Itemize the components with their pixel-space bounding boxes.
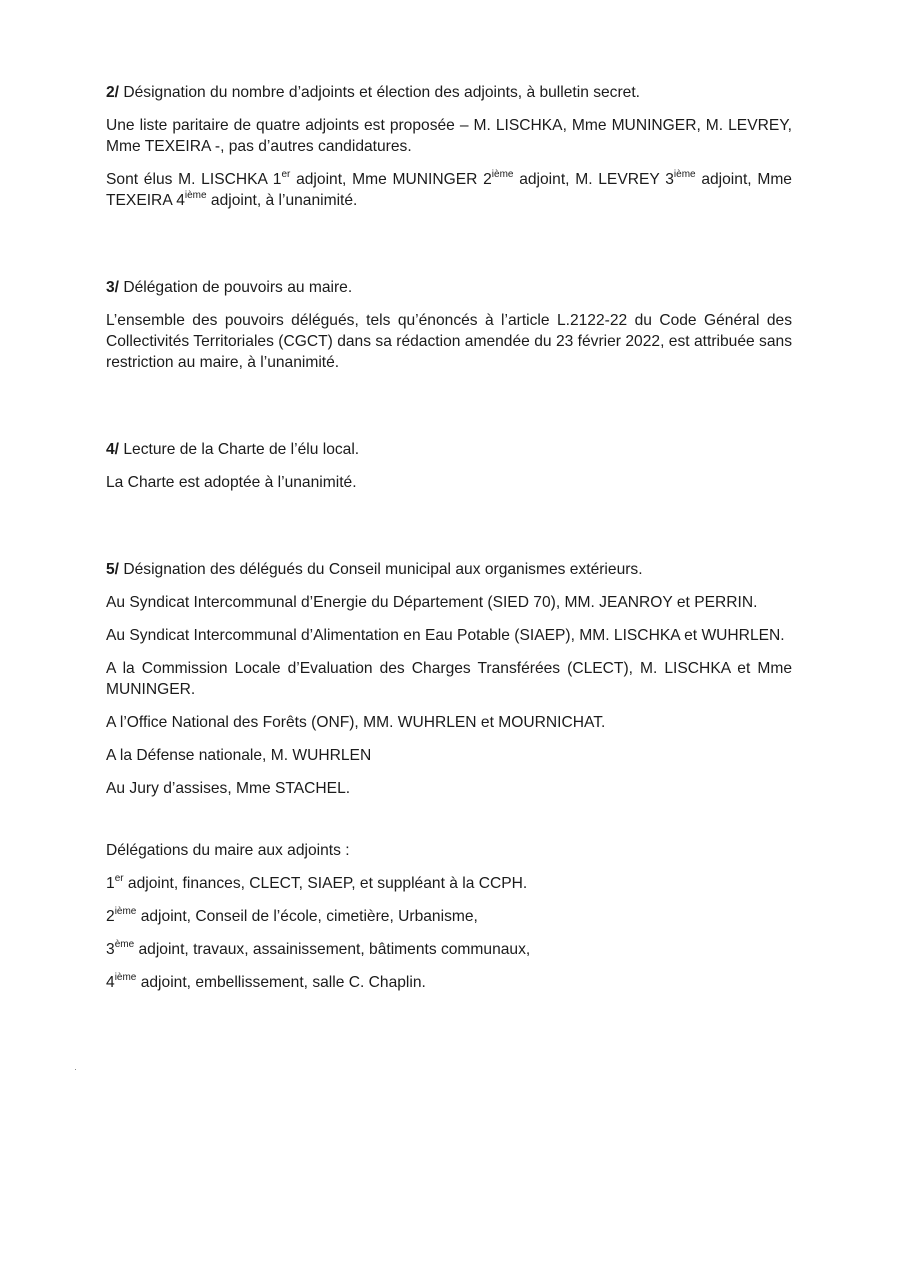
section-4-number: 4/ <box>106 441 120 458</box>
delegation-text: adjoint, travaux, assainissement, bâtiments communaux, <box>134 941 531 958</box>
superscript: ième <box>491 168 514 180</box>
delegation-item-3 <box>106 939 792 960</box>
delegation-item-1 <box>106 873 792 894</box>
superscript: ème <box>114 938 135 950</box>
superscript: ième <box>114 971 137 983</box>
delegate-item-2: Au Syndicat Intercommunal d’Alimentation en Eau Potable (SIAEP), MM. LISCHKA et WUHRLEN. <box>106 627 785 644</box>
section-2-number: 2/ <box>106 84 120 101</box>
delegate-item-3: A la Commission Locale d’Evaluation des Charges Transférées (CLECT), M. LISCHKA et Mme MUNINGER. <box>106 660 792 698</box>
section-2-paragraph-2 <box>106 169 792 211</box>
section-2-title: Désignation du nombre d’adjoints et élection des adjoints, à bulletin secret. <box>119 84 640 101</box>
text-run: adjoint, à l’unanimité. <box>206 192 358 209</box>
delegations-title: Délégations du maire aux adjoints : <box>106 842 350 859</box>
delegation-item-2 <box>106 906 792 927</box>
section-3-paragraph-1: L’ensemble des pouvoirs délégués, tels qu’énoncés à l’article L.2122-22 du Code Général des Collectivités Territoriales (CGCT) dans sa rédaction amendée du 23 février 2022, est attribuée sans restriction au maire, à l’unanimité. <box>106 312 792 371</box>
delegation-text: adjoint, finances, CLECT, SIAEP, et suppléant à la CCPH. <box>123 875 528 892</box>
delegate-item-5: A la Défense nationale, M. WUHRLEN <box>106 747 372 764</box>
section-5-title: Désignation des délégués du Conseil municipal aux organismes extérieurs. <box>119 561 643 578</box>
section-4-heading <box>106 439 792 460</box>
text-run: adjoint, M. LEVREY 3 <box>513 171 674 188</box>
section-3-heading <box>106 277 792 298</box>
section-2-paragraph-1: Une liste paritaire de quatre adjoints est proposée – M. LISCHKA, Mme MUNINGER, M. LEVREY, Mme TEXEIRA -, pas d’autres candidatures. <box>106 117 792 155</box>
section-2-heading <box>106 82 792 103</box>
section-5-number: 5/ <box>106 561 120 578</box>
delegate-item-1: Au Syndicat Intercommunal d’Energie du Département (SIED 70), MM. JEANROY et PERRIN. <box>106 594 758 611</box>
delegation-text: adjoint, embellissement, salle C. Chaplin. <box>136 974 426 991</box>
ordinal-number: 4 <box>106 974 115 991</box>
text-run: adjoint, Mme MUNINGER 2 <box>290 171 492 188</box>
superscript: er <box>281 168 291 180</box>
text-run: adjoint, Mme TEXEIRA 4 <box>106 171 792 209</box>
document-page <box>106 82 792 993</box>
ordinal-number: 2 <box>106 908 115 925</box>
section-4-paragraph-1: La Charte est adoptée à l’unanimité. <box>106 474 357 491</box>
scan-speck <box>75 1069 76 1070</box>
delegate-item-6: Au Jury d’assises, Mme STACHEL. <box>106 780 351 797</box>
delegation-item-4 <box>106 972 792 993</box>
section-3-number: 3/ <box>106 279 120 296</box>
ordinal-number: 1 <box>106 875 115 892</box>
ordinal-number: 3 <box>106 941 115 958</box>
superscript: ième <box>673 168 696 180</box>
superscript: er <box>114 872 124 884</box>
section-3-title: Délégation de pouvoirs au maire. <box>119 279 353 296</box>
superscript: ième <box>184 189 207 201</box>
text-run: Sont élus M. LISCHKA 1 <box>106 171 282 188</box>
section-5-heading <box>106 559 792 580</box>
delegate-item-4: A l’Office National des Forêts (ONF), MM. WUHRLEN et MOURNICHAT. <box>106 714 606 731</box>
superscript: ième <box>114 905 137 917</box>
delegation-text: adjoint, Conseil de l’école, cimetière, Urbanisme, <box>136 908 478 925</box>
section-4-title: Lecture de la Charte de l’élu local. <box>119 441 360 458</box>
